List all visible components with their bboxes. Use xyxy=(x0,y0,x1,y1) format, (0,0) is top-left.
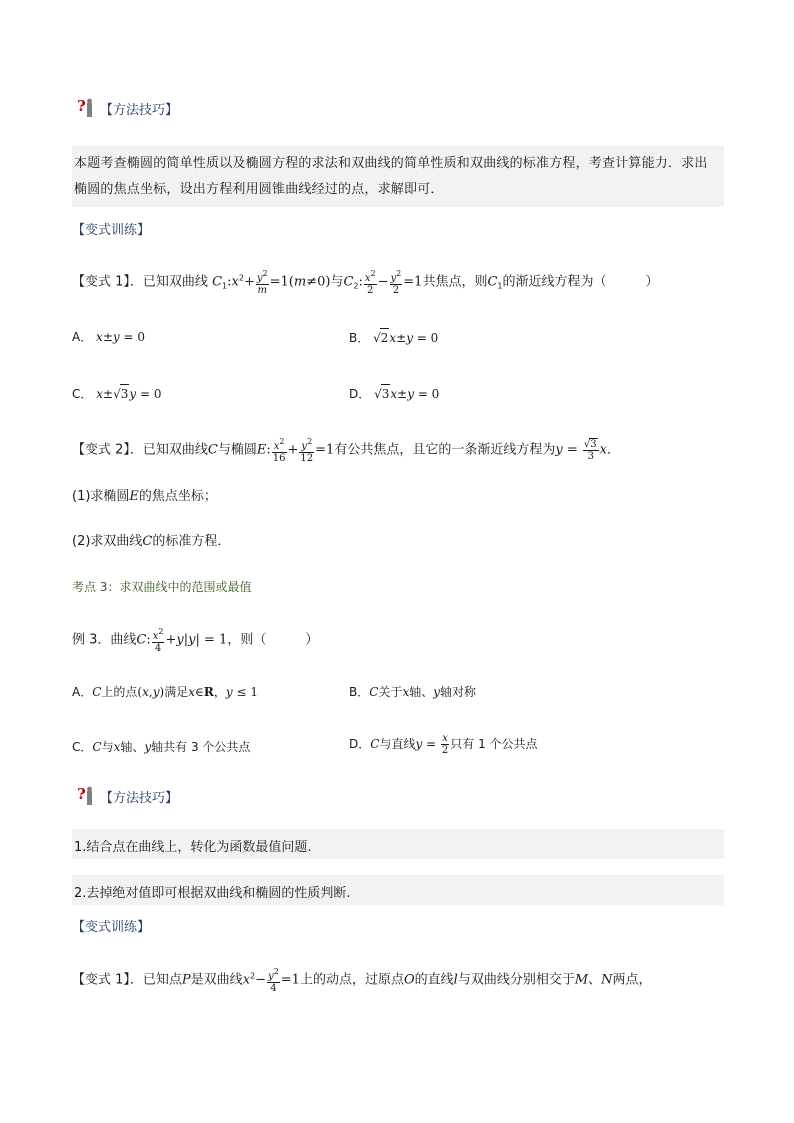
example3-option-c[interactable]: C．C与x轴、y轴共有 3 个公共点 xyxy=(72,740,251,754)
method-tip-text: 本题考查椭圆的简单性质以及椭圆方程的求法和双曲线的简单性质和双曲线的标准方程，考查计算能力．求出椭圆的焦点坐标，设出方程利用圆锥曲线经过的点，求解即可． xyxy=(74,156,708,197)
svg-text:?: ? xyxy=(77,97,86,115)
training-header-2: 【变式训练】 xyxy=(72,920,151,935)
example3-option-d[interactable]: D．C与直线y = $\frac{x}{2}$ 只有 1 个公共点 xyxy=(349,733,538,756)
method-tip-text-2b: 2.去掉绝对值即可根据双曲线和椭圆的性质判断. xyxy=(74,886,351,901)
method-tips-header-2 xyxy=(76,785,178,807)
method-tip-box-2a xyxy=(72,829,724,859)
question-person-icon xyxy=(76,785,96,807)
example3-question: 例 3．曲线C: $\frac{x^2}{4}$ +y|y| = 1，则（ ） xyxy=(72,627,319,654)
method-tip-text-2a: 1.结合点在曲线上，转化为函数最值问题. xyxy=(74,840,312,855)
kaodian3-title: 考点 3：求双曲线中的范围或最值 xyxy=(72,580,252,594)
method-tip-box xyxy=(72,146,724,207)
example3-option-b[interactable]: B．C关于x轴、y轴对称 xyxy=(349,685,477,699)
variant3-question: 【变式 1】．已知点P是双曲线$x^2-$ $\frac{y^2}{4}$ =1上的动点，过原点O的直线l与双曲线分别相交于M、N两点， xyxy=(72,967,652,994)
variant1-question: 【变式 1】．已知双曲线 $C_1:x^2+$ $\frac{y^2}{m}$ =1(m≠0)与$C_2$: $\frac{x^2}{2}$ − $\frac{y^2}{2}$ =1共焦点，则$C_1$的渐近线方程为（ ） xyxy=(72,269,659,296)
example3-option-a[interactable]: A．C上的点(x,y)满足x∈R，y ≤ 1 xyxy=(72,685,258,699)
variant1-option-c[interactable]: C． x±√3y = 0 xyxy=(72,384,161,403)
question-person-icon xyxy=(76,97,96,119)
variant2-q2: (2)求双曲线C的标准方程． xyxy=(72,534,231,549)
variant1-option-b[interactable]: B． √2x±y = 0 xyxy=(349,328,438,347)
method-tips-label-2: 【方法技巧】 xyxy=(100,790,179,806)
training-header: 【变式训练】 xyxy=(72,223,151,238)
method-tip-box-2b xyxy=(72,875,724,905)
variant2-q1: (1)求椭圆E的焦点坐标； xyxy=(72,489,217,504)
variant1-option-d[interactable]: D． √3x±y = 0 xyxy=(349,384,439,403)
variant2-question: 【变式 2】．已知双曲线C与椭圆E: $\frac{x^2}{16}$ + $\frac{y^2}{12}$ =1有公共焦点，且它的一条渐近线方程为y = $\frac{√3}{3}$ x． xyxy=(72,437,620,464)
method-tips-label: 【方法技巧】 xyxy=(100,102,179,118)
method-tips-header xyxy=(76,97,178,119)
variant1-option-a[interactable]: A． x±y = 0 xyxy=(72,330,145,344)
svg-text:?: ? xyxy=(77,785,86,803)
